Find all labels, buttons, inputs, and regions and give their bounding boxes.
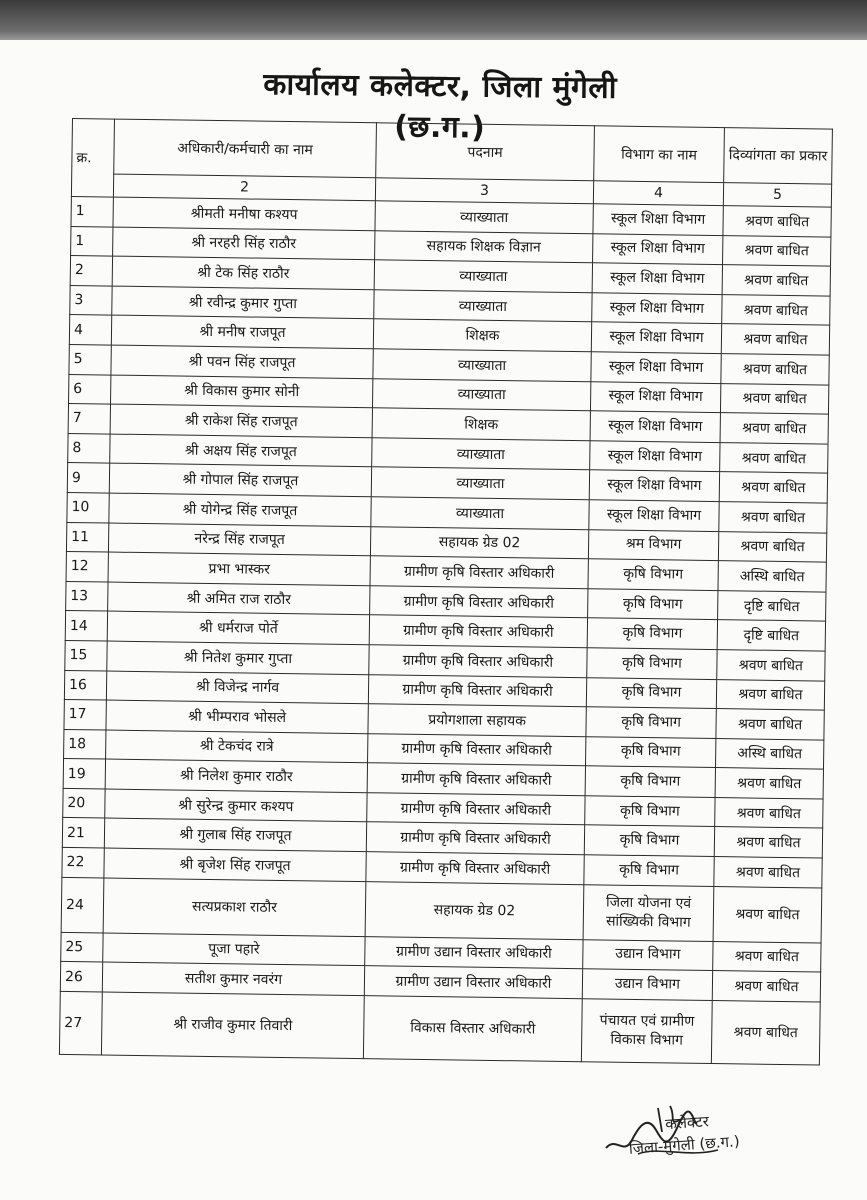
col-number: 5: [723, 183, 831, 208]
row-post: ग्रामीण कृषि विस्तार अधिकारी: [367, 763, 585, 796]
row-department: कृषि विभाग: [585, 766, 715, 797]
row-serial: 10: [67, 492, 109, 522]
document-title: कार्यालय कलेक्टर, जिला मुंगेली (छ.ग.): [263, 67, 618, 146]
row-disability: दृष्टि बाधित: [717, 620, 825, 651]
row-name: सत्यप्रकाश राठौर: [103, 878, 366, 937]
row-post: व्याख्याता: [372, 378, 590, 411]
col-number: 4: [593, 181, 723, 206]
row-disability: श्रवण बाधित: [712, 971, 820, 1002]
row-post: ग्रामीण कृषि विस्तार अधिकारी: [368, 733, 586, 766]
row-serial: 8: [68, 433, 110, 463]
row-post: ग्रामीण उद्यान विस्तार अधिकारी: [364, 966, 582, 999]
row-serial: 21: [62, 818, 104, 848]
row-name: श्री नितेश कुमार गुप्ता: [107, 641, 369, 674]
row-post: सहायक ग्रेड 02: [370, 526, 588, 559]
row-serial: 1: [71, 226, 113, 256]
row-department: स्कूल शिक्षा विभाग: [592, 293, 722, 324]
row-disability: श्रवण बाधित: [719, 502, 827, 533]
row-disability: श्रवण बाधित: [722, 294, 830, 325]
signature-district: जिला-मुंगेली (छ.ग.): [628, 1132, 741, 1158]
row-name: नरेन्द्र सिंह राजपूत: [108, 523, 370, 556]
row-post: विकास विस्तार अधिकारी: [363, 996, 582, 1062]
row-serial: 20: [63, 788, 105, 818]
row-name: श्री टेक सिंह राठौर: [112, 256, 374, 289]
row-serial: 19: [63, 759, 105, 789]
row-name: श्री विजेन्द्र नार्गव: [106, 671, 368, 704]
row-name: श्री टेकचंद रात्रे: [106, 730, 368, 763]
row-department: कृषि विभाग: [587, 618, 717, 649]
row-disability: श्रवण बाधित: [720, 442, 828, 473]
row-post: व्याख्याता: [373, 349, 591, 382]
header-department: विभाग का नाम: [594, 126, 725, 183]
row-post: प्रयोगशाला सहायक: [368, 704, 586, 737]
row-disability: श्रवण बाधित: [721, 324, 829, 355]
row-disability: श्रवण बाधित: [715, 768, 823, 799]
row-post: शिक्षक: [372, 408, 590, 441]
row-name: श्री अक्षय सिंह राजपूत: [110, 434, 372, 467]
row-post: ग्रामीण कृषि विस्तार अधिकारी: [370, 585, 588, 618]
row-department: स्कूल शिक्षा विभाग: [593, 233, 723, 264]
signature-block: [627, 1108, 741, 1160]
row-post: ग्रामीण कृषि विस्तार अधिकारी: [370, 556, 588, 589]
row-name: सतीश कुमार नवरंग: [102, 962, 364, 995]
header-serial: क्र.: [71, 119, 114, 198]
row-name: श्री मनीष राजपूत: [111, 315, 373, 348]
row-post: ग्रामीण कृषि विस्तार अधिकारी: [368, 674, 586, 707]
signature-designation: कलेक्टर: [664, 1112, 710, 1134]
row-serial: 2: [70, 256, 112, 286]
row-disability: श्रवण बाधित: [719, 472, 827, 503]
row-post: ग्रामीण कृषि विस्तार अधिकारी: [369, 645, 587, 678]
row-post: सहायक ग्रेड 02: [365, 881, 584, 939]
row-name: श्री योगेन्द्र सिंह राजपूत: [109, 493, 371, 526]
row-department: कृषि विभाग: [584, 855, 714, 886]
employee-table: [59, 118, 833, 1065]
row-disability: श्रवण बाधित: [721, 354, 829, 385]
header-post: पदनाम: [376, 123, 595, 181]
row-serial: 27: [59, 991, 102, 1055]
row-disability: श्रवण बाधित: [716, 679, 824, 710]
row-name: श्रीमती मनीषा कश्यप: [113, 197, 375, 230]
row-disability: अस्थि बाधित: [715, 738, 823, 769]
row-serial: 14: [65, 611, 107, 641]
row-name: श्री नरहरी सिंह राठौर: [113, 227, 375, 260]
row-disability: श्रवण बाधित: [720, 413, 828, 444]
row-serial: 24: [61, 877, 104, 933]
row-name: पूजा पहारे: [103, 933, 365, 966]
row-post: ग्रामीण कृषि विस्तार अधिकारी: [369, 615, 587, 648]
row-department: स्कूल शिक्षा विभाग: [593, 204, 723, 235]
row-department: स्कूल शिक्षा विभाग: [590, 381, 720, 412]
row-name: श्री गोपाल सिंह राजपूत: [109, 463, 371, 496]
row-post: ग्रामीण उद्यान विस्तार अधिकारी: [365, 936, 583, 969]
row-serial: 7: [68, 404, 110, 434]
row-disability: श्रवण बाधित: [714, 827, 822, 858]
row-disability: अस्थि बाधित: [718, 561, 826, 592]
row-serial: 16: [64, 670, 106, 700]
row-disability: श्रवण बाधित: [713, 886, 822, 943]
row-serial: 15: [65, 640, 107, 670]
table-row: [59, 991, 820, 1065]
row-department: कृषि विभाग: [586, 736, 716, 767]
row-disability: श्रवण बाधित: [711, 1000, 820, 1065]
row-serial: 12: [66, 552, 108, 582]
row-name: श्री राकेश सिंह राजपूत: [110, 404, 372, 437]
row-name: श्री निलेश कुमार राठौर: [105, 759, 367, 792]
row-name: श्री रवीन्द्र कुमार गुप्ता: [112, 286, 374, 319]
row-post: ग्रामीण कृषि विस्तार अधिकारी: [366, 852, 584, 885]
col-number: 3: [375, 178, 593, 204]
row-disability: श्रवण बाधित: [723, 206, 831, 237]
row-department: स्कूल शिक्षा विभाग: [591, 352, 721, 383]
row-department: स्कूल शिक्षा विभाग: [592, 263, 722, 294]
header-disability: दिव्यांगता का प्रकार: [724, 128, 833, 185]
row-serial: 17: [64, 700, 106, 730]
row-department: उद्यान विभाग: [582, 969, 712, 1000]
row-serial: 22: [62, 847, 104, 877]
row-post: व्याख्याता: [374, 260, 592, 293]
row-name: श्री धर्मराज पोर्ते: [107, 611, 369, 644]
row-name: श्री बृजेश सिंह राजपूत: [104, 848, 366, 881]
row-name: श्री विकास कुमार सोनी: [111, 375, 373, 408]
row-department: कृषि विभाग: [586, 677, 716, 708]
row-disability: श्रवण बाधित: [723, 235, 831, 266]
row-department: उद्यान विभाग: [583, 939, 713, 970]
row-department: स्कूल शिक्षा विभाग: [589, 470, 719, 501]
row-post: व्याख्याता: [371, 497, 589, 530]
row-department: स्कूल शिक्षा विभाग: [591, 322, 721, 353]
row-serial: 3: [70, 285, 112, 315]
row-serial: 9: [67, 463, 109, 493]
row-department: जिला योजना एवं सांख्यिकी विभाग: [583, 884, 714, 941]
row-post: व्याख्याता: [371, 467, 589, 500]
row-post: शिक्षक: [373, 319, 591, 352]
row-post: ग्रामीण कृषि विस्तार अधिकारी: [367, 793, 585, 826]
row-name: श्री सुरेन्द्र कुमार कश्यप: [105, 789, 367, 822]
row-department: स्कूल शिक्षा विभाग: [590, 411, 720, 442]
row-department: श्रम विभाग: [588, 529, 718, 560]
row-department: स्कूल शिक्षा विभाग: [589, 500, 719, 531]
row-serial: 6: [69, 374, 111, 404]
col-number: 2: [113, 174, 375, 201]
row-department: कृषि विभाग: [584, 825, 714, 856]
row-disability: श्रवण बाधित: [717, 649, 825, 680]
row-disability: श्रवण बाधित: [715, 797, 823, 828]
header-name: अधिकारी/कर्मचारी का नाम: [114, 119, 377, 178]
row-name: श्री अमित राज राठौर: [108, 582, 370, 615]
row-serial: 18: [64, 729, 106, 759]
row-department: स्कूल शिक्षा विभाग: [590, 441, 720, 472]
row-post: व्याख्याता: [375, 201, 593, 234]
row-post: व्याख्याता: [374, 290, 592, 323]
row-serial: 13: [66, 581, 108, 611]
row-disability: श्रवण बाधित: [716, 709, 824, 740]
row-serial: 5: [69, 344, 111, 374]
row-post: सहायक शिक्षक विज्ञान: [375, 230, 593, 263]
row-disability: श्रवण बाधित: [713, 941, 821, 972]
row-disability: दृष्टि बाधित: [718, 590, 826, 621]
row-post: व्याख्याता: [372, 437, 590, 470]
row-name: श्री गुलाब सिंह राजपूत: [104, 818, 366, 851]
row-department: कृषि विभाग: [585, 796, 715, 827]
row-disability: श्रवण बाधित: [714, 857, 822, 888]
row-name: श्री भीम्पराव भोसले: [106, 700, 368, 733]
row-name: श्री पवन सिंह राजपूत: [111, 345, 373, 378]
row-disability: श्रवण बाधित: [718, 531, 826, 562]
row-name: प्रभा भास्कर: [108, 552, 370, 585]
row-department: कृषि विभाग: [587, 648, 717, 679]
row-serial: 4: [69, 315, 111, 345]
row-serial: 1: [71, 196, 113, 226]
row-department: कृषि विभाग: [586, 707, 716, 738]
row-serial: 26: [60, 962, 102, 992]
table-body: [59, 196, 831, 1064]
row-disability: श्रवण बाधित: [722, 265, 830, 296]
row-department: कृषि विभाग: [588, 559, 718, 590]
row-department: कृषि विभाग: [588, 588, 718, 619]
row-serial: 25: [61, 932, 103, 962]
row-disability: श्रवण बाधित: [720, 383, 828, 414]
row-department: पंचायत एवं ग्रामीण विकास विभाग: [581, 999, 712, 1064]
row-post: ग्रामीण कृषि विस्तार अधिकारी: [366, 822, 584, 855]
row-serial: 11: [66, 522, 108, 552]
row-name: श्री राजीव कुमार तिवारी: [101, 992, 364, 1059]
